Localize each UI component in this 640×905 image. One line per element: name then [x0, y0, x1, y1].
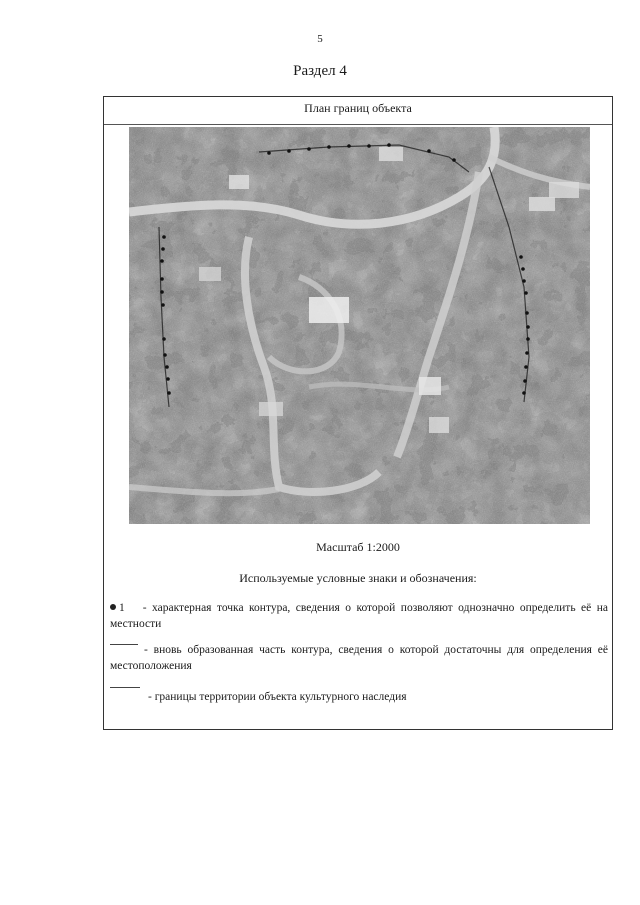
legend-item-heritage-boundary [110, 687, 608, 705]
boundary-line-symbol-icon [110, 687, 140, 688]
point-symbol-label: 1 [119, 602, 125, 614]
point-symbol-icon [110, 604, 116, 610]
legend-item-new-contour [110, 642, 608, 674]
map-scale: Масштаб 1:2000 [316, 540, 400, 554]
legend-item-text: - границы территории объекта культурного наследия [148, 691, 407, 703]
legend-item-text: - характерная точка контура, сведения о которой позволяют однозначно определить её на местности [110, 602, 608, 630]
legend-title: Используемые условные знаки и обозначения: [239, 571, 477, 585]
frame-header: План границ объекта [104, 97, 612, 125]
legend-item-point [110, 600, 608, 632]
boundary-plan-frame [103, 96, 613, 730]
aerial-photo-svg [129, 127, 590, 524]
legend-item-text: - вновь образованная часть контура, сведения о которой достаточны для определения её местоположения [110, 644, 608, 672]
page-number: 5 [317, 33, 323, 45]
contour-line-symbol-icon [110, 644, 138, 645]
section-title: Раздел 4 [293, 63, 347, 79]
aerial-photo-map [129, 127, 590, 524]
